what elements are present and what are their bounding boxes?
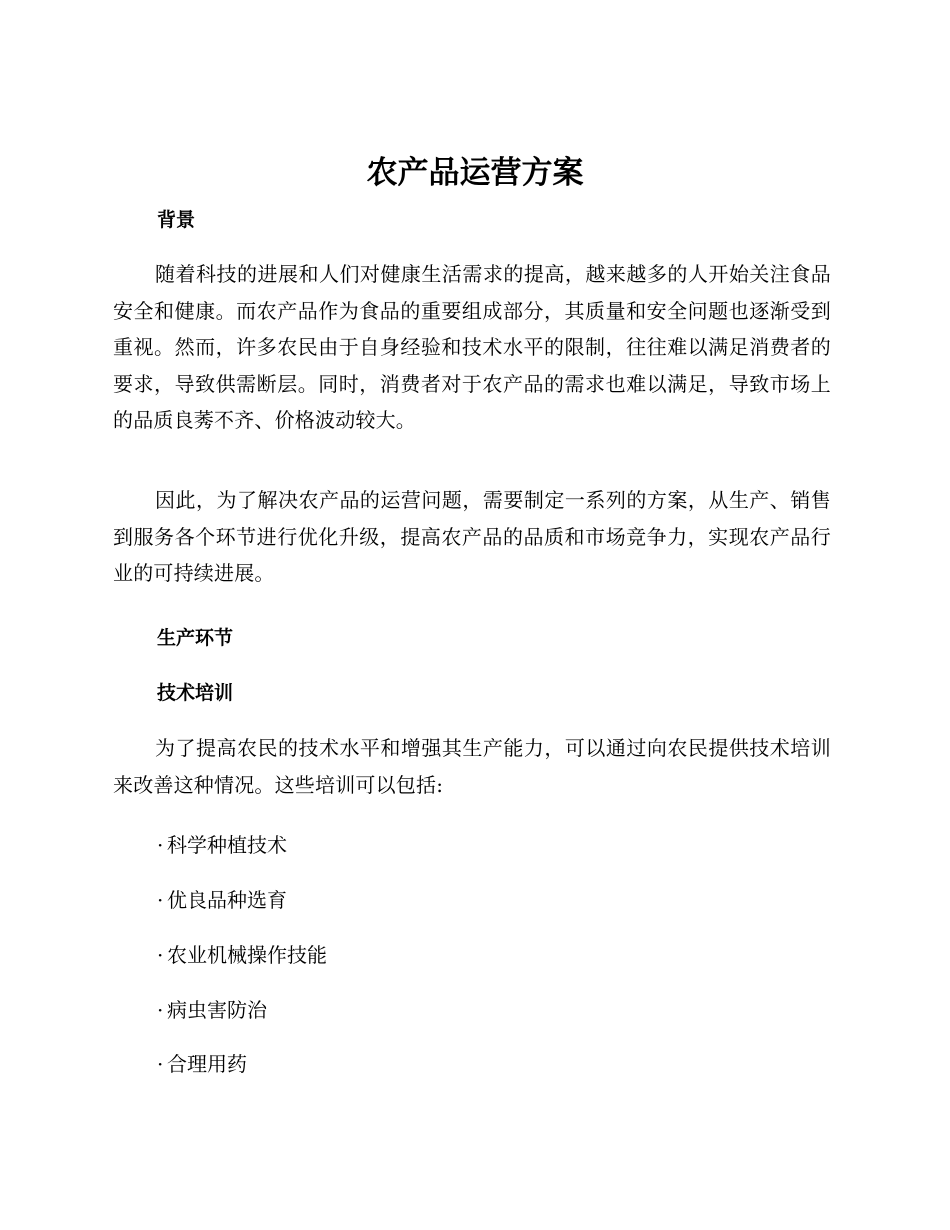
list-item-text: 农业机械操作技能 xyxy=(167,943,327,967)
subsection-heading-training: 技术培训 xyxy=(157,682,234,704)
list-item xyxy=(157,1049,247,1079)
list-item-text: 优良品种选育 xyxy=(167,888,287,912)
background-paragraph-2: 因此，为了解决农产品的运营问题，需要制定一系列的方案，从生产、销售到服务各个环节进行优化升级，提高农产品的品质和市场竞争力，实现农产品行业的可持续进展。 xyxy=(113,488,831,585)
list-item xyxy=(157,830,287,860)
bullet-mark: · xyxy=(157,888,164,912)
list-item-text: 合理用药 xyxy=(167,1052,247,1076)
list-item-text: 病虫害防治 xyxy=(167,998,267,1022)
list-item xyxy=(157,885,287,915)
bullet-mark: · xyxy=(157,998,164,1022)
section-heading-background: 背景 xyxy=(157,209,196,231)
background-paragraph-1: 随着科技的进展和人们对健康生活需求的提高，越来越多的人开始关注食品安全和健康。而农产品作为食品的重要组成部分，其质量和安全问题也逐渐受到重视。然而，许多农民由于自身经验和技术水平的限制，往往难以满足消费者的要求，导致供需断层。同时，消费者对于农产品的需求也难以满足，导致市场上的品质良莠不齐、价格波动较大。 xyxy=(113,262,831,432)
bullet-mark: · xyxy=(157,1052,164,1076)
bullet-mark: · xyxy=(157,833,164,857)
document-title: 农产品运营方案 xyxy=(366,155,584,191)
bullet-mark: · xyxy=(157,943,164,967)
list-item-text: 科学种植技术 xyxy=(167,833,287,857)
section-heading-production: 生产环节 xyxy=(157,627,234,649)
training-paragraph: 为了提高农民的技术水平和增强其生产能力，可以通过向农民提供技术培训来改善这种情况。这些培训可以包括: xyxy=(113,736,831,797)
list-item xyxy=(157,995,267,1025)
list-item xyxy=(157,940,327,970)
